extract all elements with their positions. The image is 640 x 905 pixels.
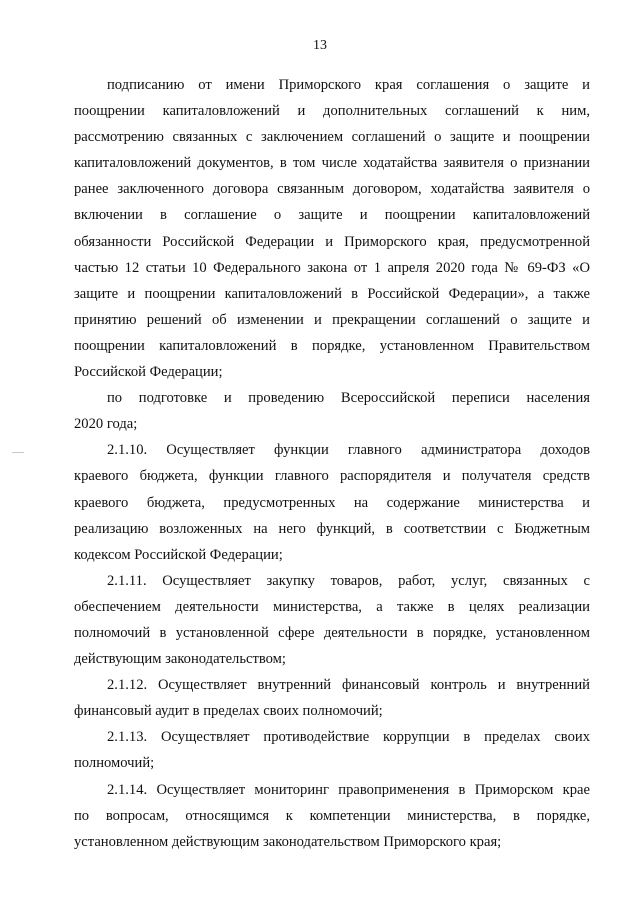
text-line: действующим законодательством; (74, 651, 286, 668)
paragraph-2-1-12 (74, 672, 590, 724)
text-line: 2.1.11. Осуществляет закупку товаров, работ, услуг, связанных с (107, 572, 590, 589)
paragraph-2-1-13 (74, 724, 590, 776)
paragraph-2-1-10 (74, 437, 590, 567)
paragraph-2-1-14 (74, 777, 590, 855)
page-number: 13 (313, 38, 327, 53)
text-line: 2020 года; (74, 416, 138, 433)
text-line: ранее заключенного договора связанным договором, ходатайства заявителя о (74, 181, 590, 198)
document-body (74, 72, 590, 855)
text-line: 2.1.14. Осуществляет мониторинг правоприменения в Приморском крае (107, 781, 590, 798)
paragraph-census (74, 385, 590, 437)
text-line: поощрении капиталовложений и дополнительных соглашений к ним, (74, 103, 590, 120)
text-line: обеспечением деятельности министерства, а также в целях реализации (74, 598, 590, 615)
text-line: обязанности Российской Федерации и Приморского края, предусмотренной (74, 233, 590, 250)
text-line: частью 12 статьи 10 Федерального закона от 1 апреля 2020 года № 69-ФЗ «О (74, 259, 590, 276)
scan-margin-mark (12, 452, 24, 453)
text-line: поощрении капиталовложений в порядке, установленном Правительством (74, 337, 590, 354)
paragraph-2-1-11 (74, 568, 590, 672)
text-line: рассмотрению связанных с заключением соглашений о защите и поощрении (74, 129, 590, 146)
text-line: кодексом Российской Федерации; (74, 546, 283, 563)
text-line: установленном действующим законодательством Приморского края; (74, 833, 502, 850)
text-line: 2.1.13. Осуществляет противодействие коррупции в пределах своих (107, 729, 590, 746)
text-line: по вопросам, относящимся к компетенции министерства, в порядке, (74, 807, 590, 824)
text-line: полномочий; (74, 755, 155, 772)
text-line: полномочий в установленной сфере деятельности в порядке, установленном (74, 624, 590, 641)
text-line: включении в соглашение о защите и поощрении капиталовложений (74, 207, 590, 224)
text-line: Российской Федерации; (74, 364, 223, 381)
text-line: краевого бюджета, предусмотренных на содержание министерства и (74, 494, 590, 511)
text-line: 2.1.12. Осуществляет внутренний финансовый контроль и внутренний (107, 677, 590, 694)
text-line: по подготовке и проведению Всероссийской переписи населения (107, 390, 590, 407)
text-line: защите и поощрении капиталовложений в Российской Федерации», а также (74, 285, 590, 302)
text-line: краевого бюджета, функции главного распорядителя и получателя средств (74, 468, 590, 485)
text-line: 2.1.10. Осуществляет функции главного администратора доходов (107, 442, 590, 459)
text-line: финансовый аудит в пределах своих полномочий; (74, 703, 383, 720)
text-line: реализацию возложенных на него функций, в соответствии с Бюджетным (74, 520, 590, 537)
text-line: подписанию от имени Приморского края соглашения о защите и (107, 77, 590, 93)
text-line: принятию решений об изменении и прекращении соглашений о защите и (74, 311, 590, 328)
text-line: капиталовложений документов, в том числе ходатайства заявителя о признании (74, 155, 590, 172)
paragraph-investment-agreements (74, 72, 590, 385)
